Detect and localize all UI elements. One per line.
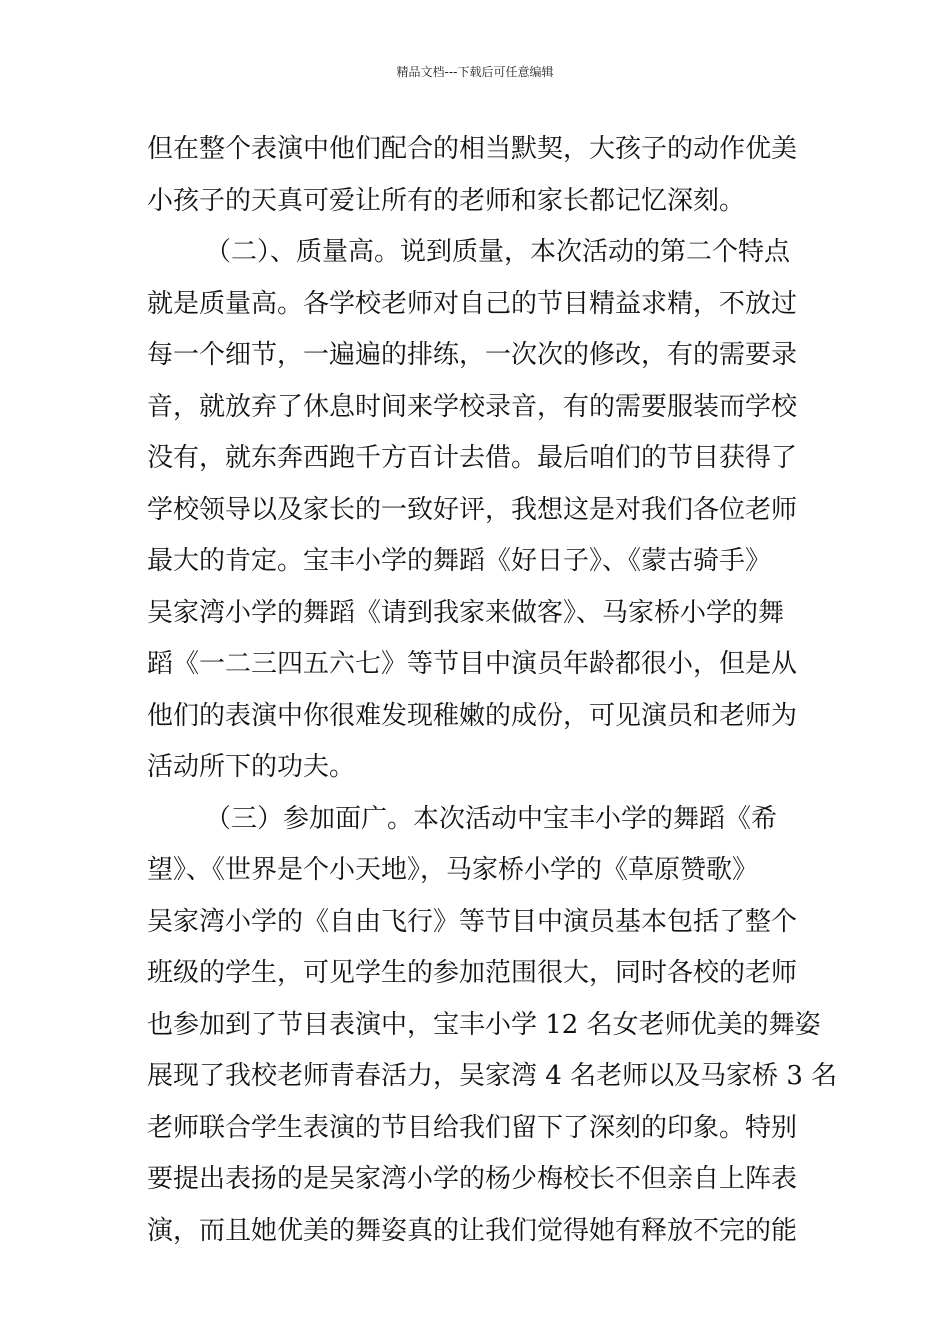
text-line: 展现了我校老师青春活力，吴家湾 4 名老师以及马家桥 3 名 — [147, 1061, 838, 1091]
text-line: 最大的肯定。宝丰小学的舞蹈《好日子》、《蒙古骑手》 — [147, 546, 772, 576]
text-line: 但在整个表演中他们配合的相当默契，大孩子的动作优美 — [147, 134, 798, 164]
text-line: 就是质量高。各学校老师对自己的节目精益求精，不放过 — [147, 288, 798, 319]
text-line: 音，就放弃了休息时间来学校录音，有的需要服装而学校 — [147, 391, 798, 422]
text-line: 他们的表演中你很难发现稚嫩的成份，可见演员和老师为 — [147, 700, 798, 731]
text-line: 每一个细节，一遍遍的排练，一次次的修改，有的需要录 — [147, 340, 798, 370]
text-line: 活动所下的功夫。 — [147, 752, 356, 782]
page-header: 精品文档---下载后可任意编辑 — [396, 65, 554, 79]
text-line: 没有，就东奔西跑千方百计去借。最后咱们的节目获得了 — [147, 443, 798, 473]
text-line: 演，而且她优美的舞姿真的让我们觉得她有释放不完的能 — [147, 1215, 798, 1246]
body-text — [147, 124, 838, 1257]
text-line: 小孩子的天真可爱让所有的老师和家长都记忆深刻。 — [147, 185, 746, 216]
text-line: （二）、质量高。说到质量，本次活动的第二个特点 — [205, 237, 791, 267]
text-line: 吴家湾小学的舞蹈《请到我家来做客》、马家桥小学的舞 — [147, 597, 785, 628]
text-line: 蹈《一二三四五六七》等节目中演员年龄都很小，但是从 — [147, 649, 798, 679]
text-line: 老师联合学生表演的节目给我们留下了深刻的印象。特别 — [147, 1112, 798, 1143]
text-line: 望》、《世界是个小天地》，马家桥小学的《草原赞歌》 — [147, 855, 759, 885]
text-line: 也参加到了节目表演中，宝丰小学 12 名女老师优美的舞姿 — [147, 1009, 821, 1040]
text-line: 班级的学生，可见学生的参加范围很大，同时各校的老师 — [147, 958, 798, 988]
text-line: （三）参加面广。本次活动中宝丰小学的舞蹈《希 — [205, 803, 778, 834]
text-line: 学校领导以及家长的一致好评，我想这是对我们各位老师 — [147, 494, 798, 525]
text-line: 要提出表扬的是吴家湾小学的杨少梅校长不但亲自上阵表 — [147, 1164, 798, 1194]
text-line: 吴家湾小学的《自由飞行》等节目中演员基本包括了整个 — [147, 906, 798, 937]
